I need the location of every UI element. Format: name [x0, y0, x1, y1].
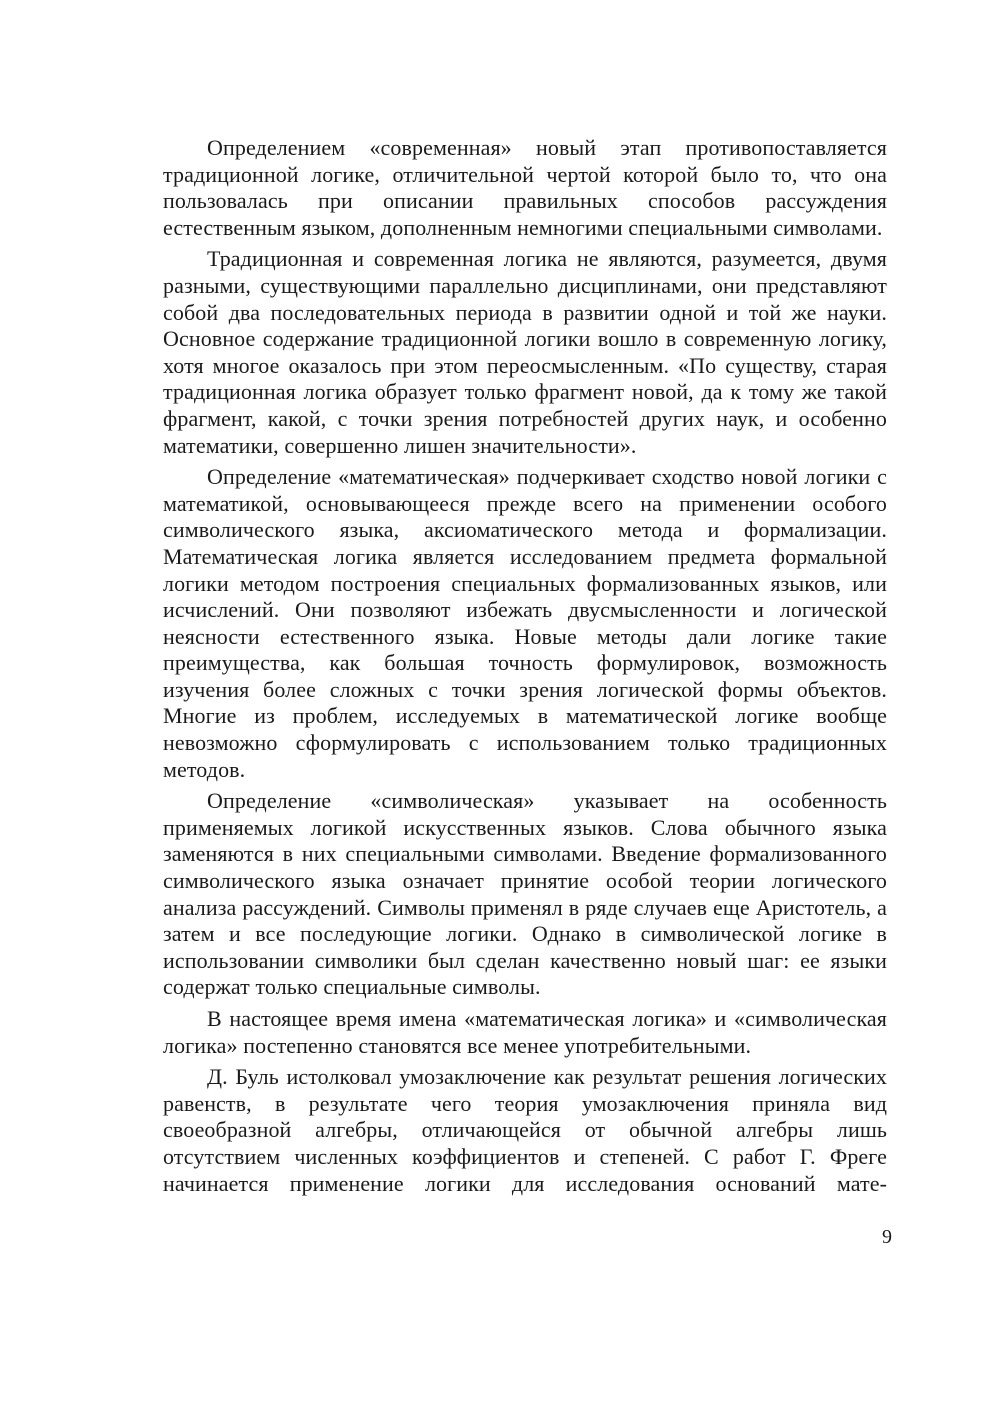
paragraph-5: В настоящее время имена «математическая логика» и «символическая логика» постепенно становятся все менее употребительными.	[163, 1006, 887, 1058]
body-text	[163, 135, 887, 1202]
page-number: 9	[882, 1226, 892, 1248]
paragraph-2: Традиционная и современная логика не являются, разумеется, двумя разными, существующими параллельно дисциплинами, они представляют собой два последовательных периода в развитии одной и той же науки. Основное содержание традиционной логики вошло в современную логику, хотя многое оказалось при этом переосмысленным. «По существу, старая традиционная логика образует только фрагмент новой, да к тому же такой фрагмент, какой, с точки зрения потребностей других наук, и особенно математики, совершенно лишен значительности».	[163, 246, 887, 458]
paragraph-4: Определение «символическая» указывает на особенность применяемых логикой искусственных языков. Слова обычного языка заменяются в них специальными символами. Введение формализованного символического языка означает принятие особой теории логического анализа рассуждений. Символы применял в ряде случаев еще Аристотель, а затем и все последующие логики. Однако в символической логике в использовании символики был сделан качественно новый шаг: ее языки содержат только специальные символы.	[163, 788, 887, 1000]
paragraph-3: Определение «математическая» подчеркивает сходство новой логики с математикой, основывающееся прежде всего на применении особого символического языка, аксиоматического метода и формализации. Математическая логика является исследованием предмета формальной логики методом построения специальных формализованных языков, или исчислений. Они позволяют избежать двусмысленности и логической неясности естественного языка. Новые методы дали логике такие преимущества, как большая точность формулировок, возможность изучения более сложных с точки зрения логической формы объектов. Многие из проблем, исследуемых в математической логике вообще невозможно сформулировать с использованием только традиционных методов.	[163, 464, 887, 782]
paragraph-6: Д. Буль истолковал умозаключение как результат решения логических равенств, в результате чего теория умозаключения приняла вид своеобразной алгебры, отличающейся от обычной алгебры лишь отсутствием численных коэффициентов и степеней. С работ Г. Фреге начинается применение логики для исследования оснований мате-	[163, 1064, 887, 1196]
paragraph-1: Определением «современная» новый этап противопоставляется традиционной логике, отличительной чертой которой было то, что она пользовалась при описании правильных способов рассуждения естественным языком, дополненным немногими специальными символами.	[163, 135, 887, 240]
